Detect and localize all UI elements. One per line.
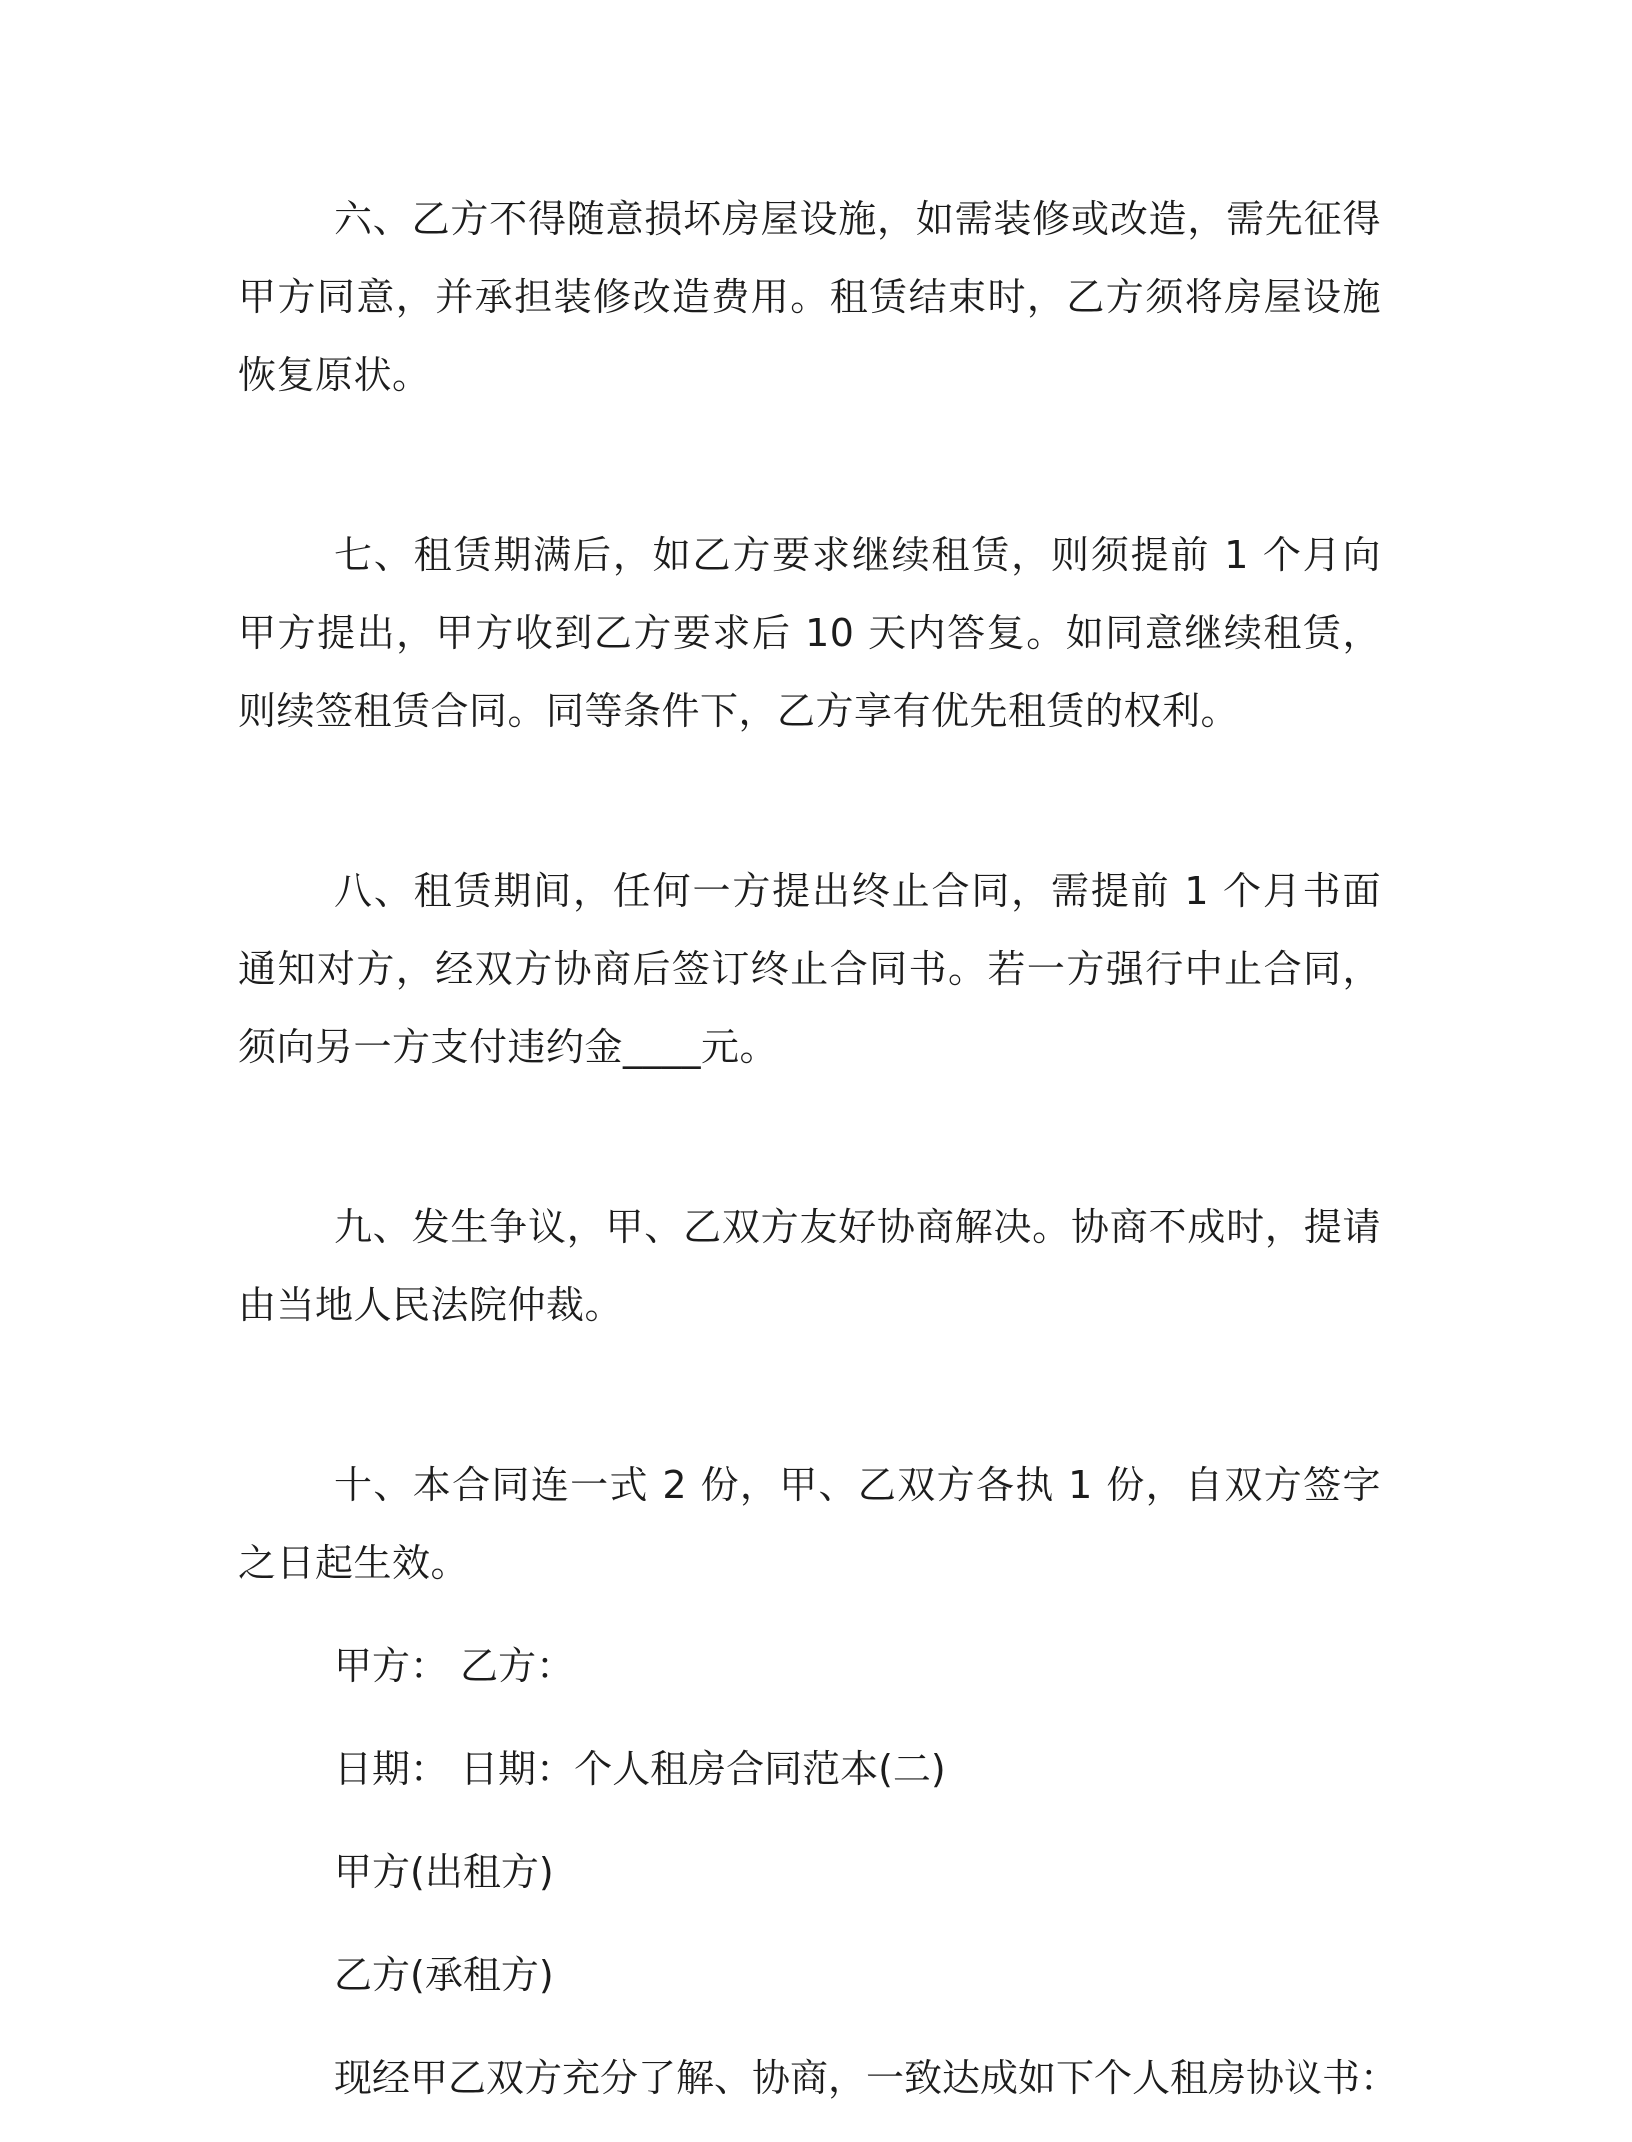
date-and-title-line: 日期： 日期：个人租房合同范本(二): [334, 1747, 946, 1791]
clause-seven: 七、租赁期满后，如乙方要求继续租赁，则须提前 1 个月向甲方提出，甲方收到乙方要求后 10 天内答复。如同意继续租赁，则续签租赁合同。同等条件下，乙方享有优先租赁的权利。: [238, 533, 1381, 733]
clause-nine: 九、发生争议，甲、乙双方友好协商解决。协商不成时，提请由当地人民法院仲裁。: [238, 1205, 1381, 1327]
lessor-line: 甲方(出租方): [334, 1850, 554, 1894]
clause-eight: 八、租赁期间，任何一方提出终止合同，需提前 1 个月书面通知对方，经双方协商后签订终止合同书。若一方强行中止合同，须向另一方支付违约金____元。: [238, 869, 1381, 1069]
document-body: [238, 180, 1399, 2142]
clause-six: 六、乙方不得随意损坏房屋设施，如需装修或改造，需先征得甲方同意，并承担装修改造费用。租赁结束时，乙方须将房屋设施恢复原状。: [238, 197, 1381, 397]
agreement-intro-line: 现经甲乙双方充分了解、协商，一致达成如下个人租房协议书：: [334, 2056, 1399, 2100]
party-signature-line: 甲方： 乙方：: [334, 1644, 575, 1688]
lessee-line: 乙方(承租方): [334, 1953, 554, 1997]
clause-ten: 十、本合同连一式 2 份，甲、乙双方各执 1 份，自双方签字之日起生效。: [238, 1463, 1381, 1585]
